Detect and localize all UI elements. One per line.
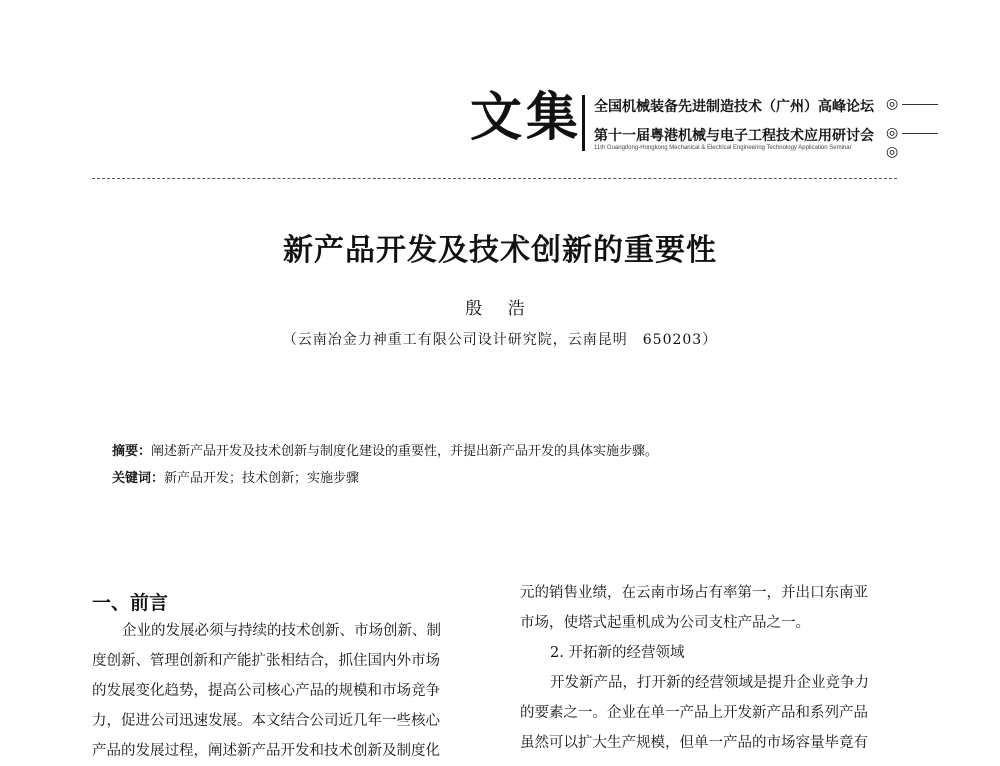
header-rule: [92, 178, 897, 179]
left-column: [92, 616, 492, 766]
collection-logo: 文集: [470, 87, 583, 148]
subsection-heading: 2. 开拓新的经营领域: [550, 645, 685, 661]
paragraph-line: 市场，使塔式起重机成为公司支柱产品之一。: [520, 615, 810, 631]
conference-2-title: 第十一届粤港机械与电子工程技术应用研讨会: [594, 128, 874, 144]
paragraph-line: 度创新、管理创新和产能扩张相结合，抓住国内外市场: [92, 653, 440, 669]
abstract-text: 阐述新产品开发及技术创新与制度化建设的重要性，并提出新产品开发的具体实施步骤。: [151, 444, 659, 459]
paper-title: 新产品开发及技术创新的重要性: [283, 233, 717, 268]
keywords-label: 关键词：: [112, 471, 165, 486]
conference-2-subtitle: 11th Guangdong-Hongkong Mechanical & Electrical Engineering Technology Application Seminar: [594, 145, 852, 151]
paragraph-line: 的发展变化趋势，提高公司核心产品的规模和市场竞争: [92, 683, 440, 699]
paragraph-line: 力，促进公司迅速发展。本文结合公司近几年一些核心: [92, 713, 440, 729]
ornament-line: [902, 133, 938, 134]
paragraph-line: 的要素之一。企业在单一产品上开发新产品和系列产品: [520, 705, 868, 721]
ornament-icon: ◎: [886, 125, 899, 141]
paper-affiliation: （云南冶金力神重工有限公司设计研究院，云南昆明 650203）: [282, 332, 718, 348]
header-divider-bar: [582, 95, 585, 151]
ornament-icon: ◎: [886, 144, 899, 160]
paragraph-line: 开发新产品，打开新的经营领域是提升企业竞争力: [550, 675, 869, 691]
keywords: [112, 467, 359, 486]
paragraph-line: 产品的发展过程，阐述新产品开发和技术创新及制度化: [92, 743, 440, 759]
paragraph-line: 虽然可以扩大生产规模，但单一产品的市场容量毕竟有: [520, 735, 868, 751]
keywords-text: 新产品开发；技术创新；实施步骤: [164, 471, 360, 486]
ornament-icon: ◎: [886, 96, 899, 112]
abstract: [112, 440, 658, 459]
abstract-label: 摘要：: [112, 444, 152, 459]
paper-author: 殷 浩: [465, 299, 535, 319]
ornament-line: [902, 104, 938, 105]
paragraph-line: 企业的发展必须与持续的技术创新、市场创新、制: [122, 623, 441, 639]
paragraph-line: 元的销售业绩，在云南市场占有率第一，并出口东南亚: [520, 585, 868, 601]
section-heading: 一、前言: [92, 592, 169, 614]
conference-1-title: 全国机械装备先进制造技术（广州）高峰论坛: [594, 99, 874, 115]
right-column: [520, 578, 910, 758]
